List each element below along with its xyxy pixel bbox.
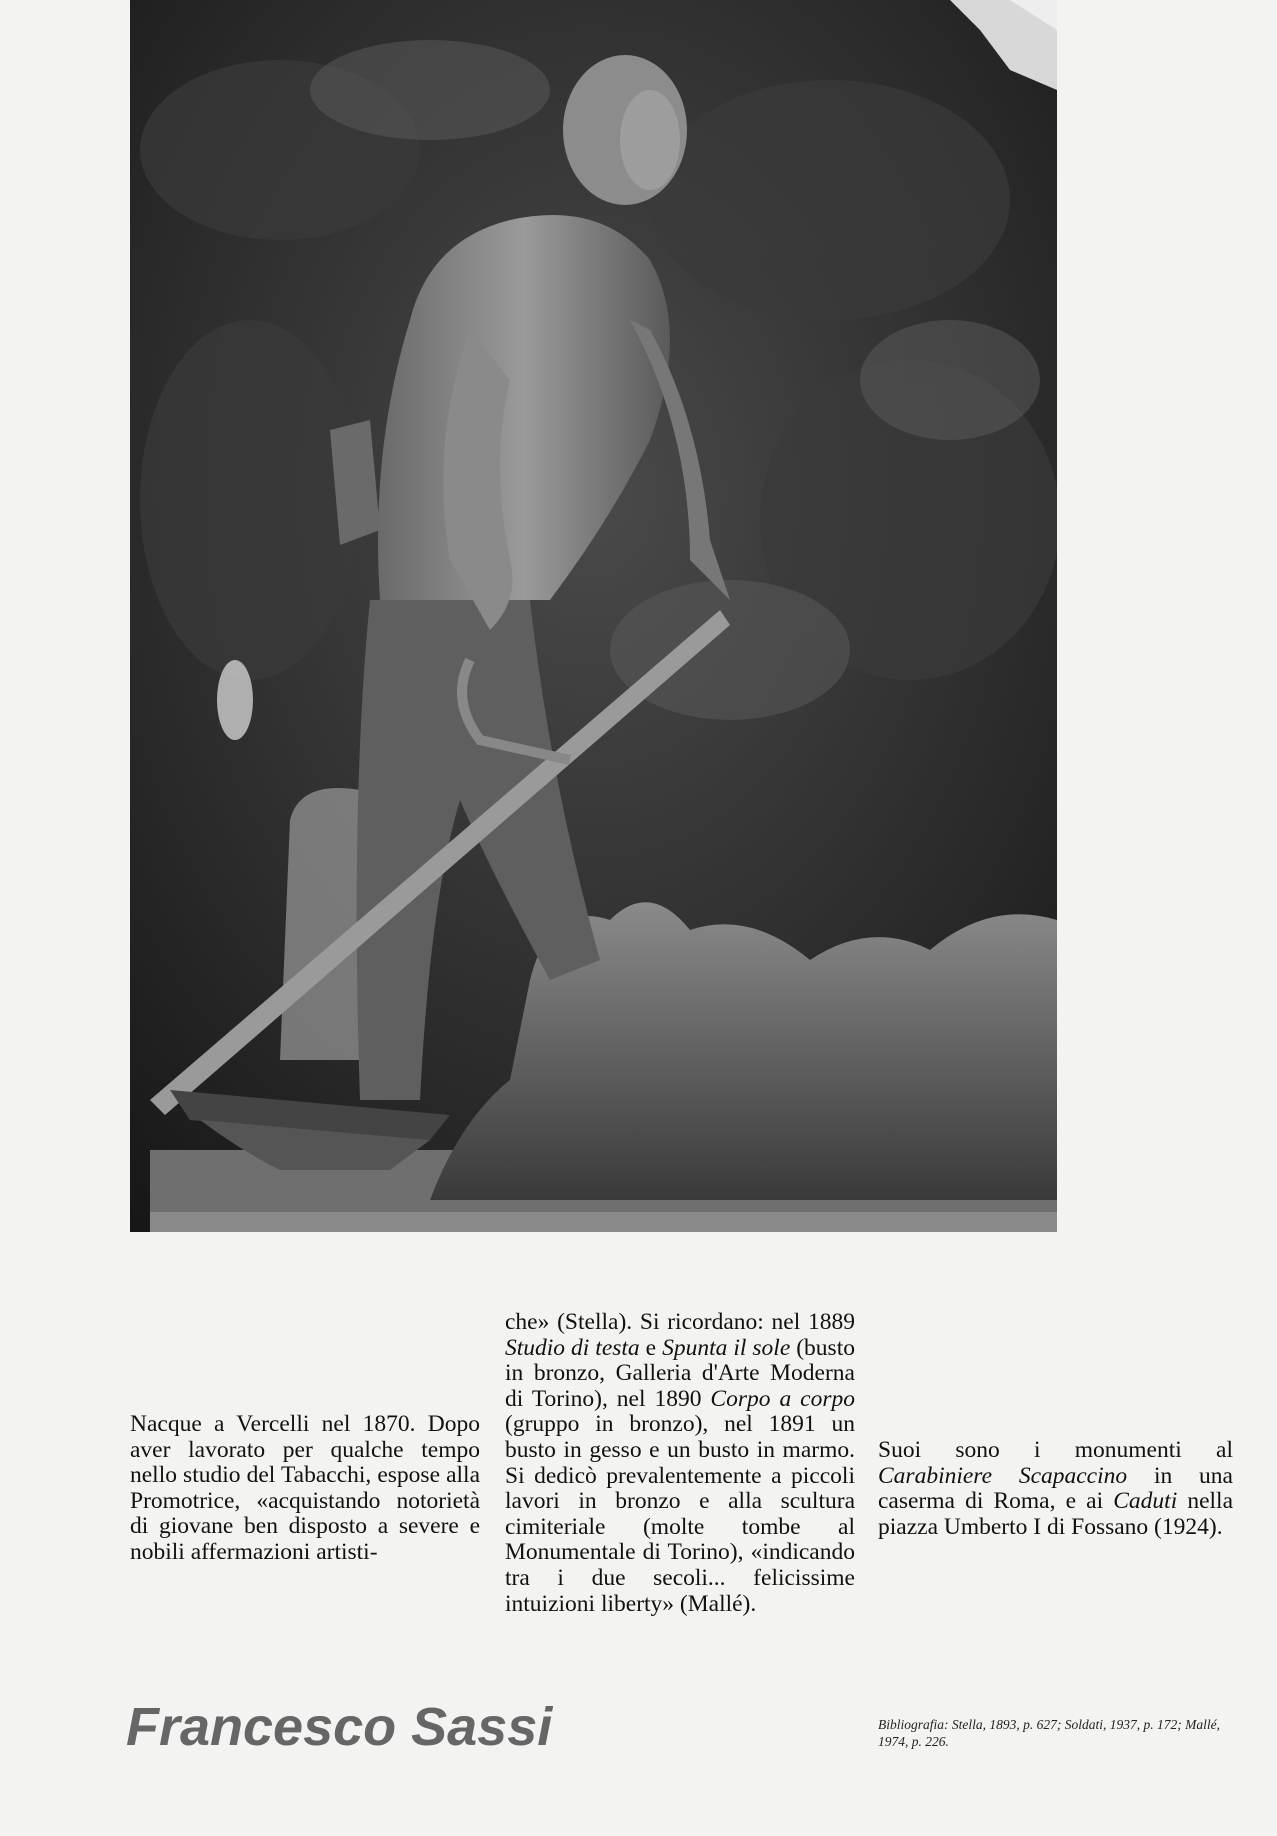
col2-part-b: e [639,1334,663,1361]
body-text-col1-content: Nacque a Vercelli nel 1870. Dopo aver lavorato per qualche tempo nello studio del Tabacchi, espose alla Promotrice, «acquistando notorietà di giovane ben disposto a severe e nobili affermazioni artisti- [130,1411,480,1565]
col2-part-c: (busto in bronzo, Galleria d'Arte Moderna di Torino), nel 1890 [505,1334,855,1412]
artist-name-title: Francesco Sassi [126,1697,553,1757]
col2-work-title-1: Studio di testa [505,1334,640,1361]
body-text-col1 [130,1412,480,1566]
body-text-col3 [878,1438,1233,1540]
col3-part-b: in una caserma di Roma, e ai [878,1462,1233,1515]
col2-work-title-3: Corpo a corpo [710,1385,855,1412]
bibliography: Bibliografia: Stella, 1893, p. 627; Soldati, 1937, p. 172; Mallé, 1974, p. 226. [878,1717,1220,1749]
body-text-col2 [505,1310,855,1617]
sculpture-photo [130,0,1057,1232]
col3-part-c: nella piazza Umberto I di Fossano (1924). [878,1488,1234,1540]
col3-part-a: Suoi sono i monumenti al [878,1437,1233,1463]
col3-work-title-2: Caduti [1113,1488,1178,1515]
col3-work-title-1: Carabiniere Scapaccino [878,1462,1128,1489]
col2-part-a: che» (Stella). Si ricordano: nel 1889 [505,1309,855,1335]
col2-part-d: (gruppo in bronzo), nel 1891 un busto in gesso e un busto in marmo. Si dedicò prevalentemente a piccoli lavori in bronzo e alla scultura cimiteriale (molte tombe al Monumentale di Torino), «indicando tra i due secoli... felicissime intuizioni liberty» (Mallé). [505,1411,855,1617]
col2-work-title-2: Spunta il sole [662,1334,791,1361]
